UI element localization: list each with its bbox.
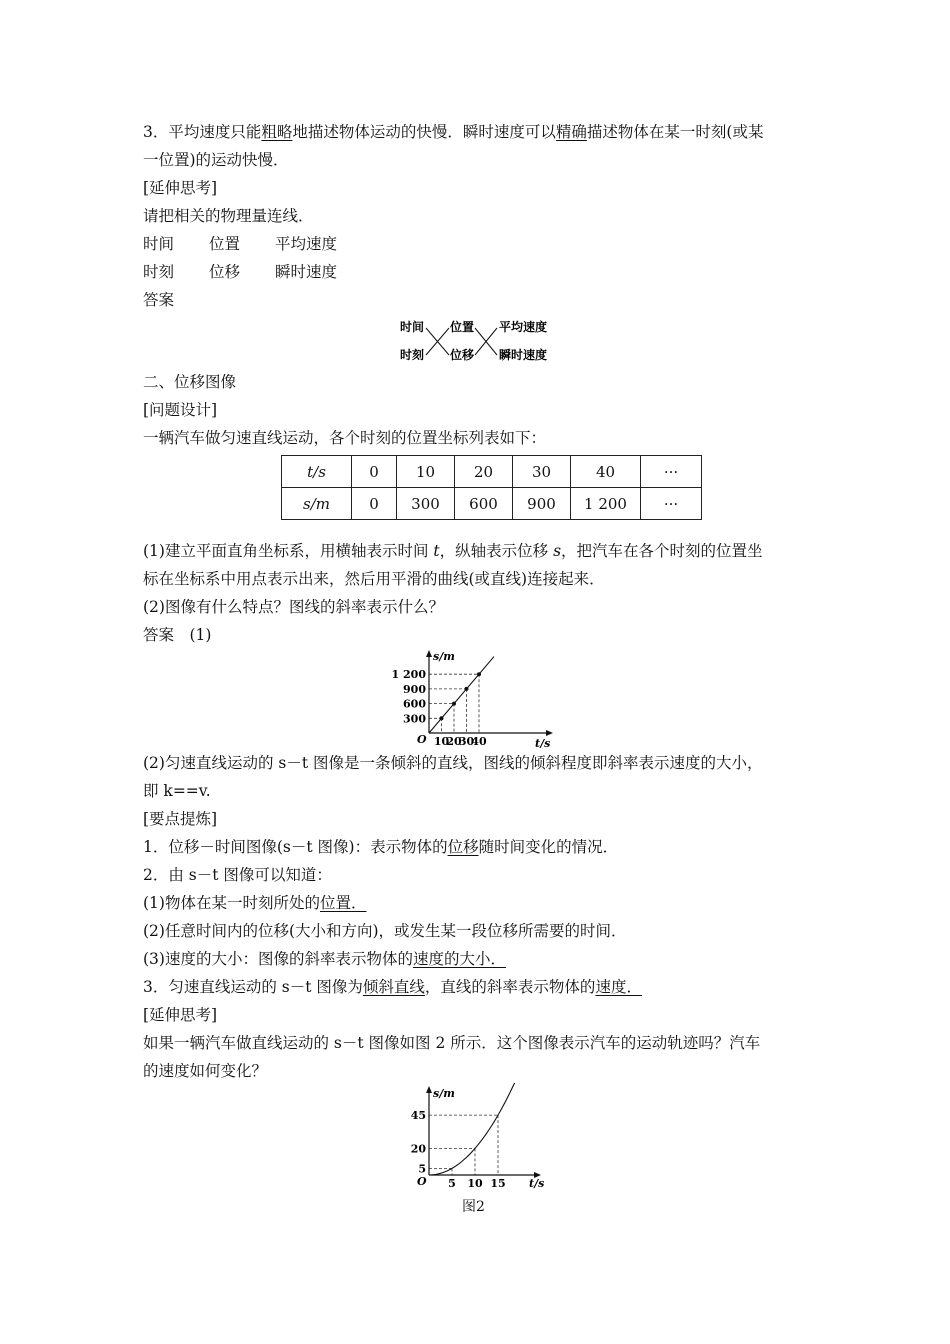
data-point bbox=[477, 672, 481, 676]
y-tick-label: 600 bbox=[403, 697, 426, 711]
answer-2-line1: (2)匀速直线运动的 s－t 图像是一条倾斜的直线，图线的倾斜程度即斜率表示速度的大小， bbox=[143, 754, 763, 772]
x-tick-label: 10 bbox=[467, 1177, 483, 1189]
x-tick-label: 5 bbox=[448, 1177, 456, 1189]
table-cell: 30 bbox=[513, 456, 571, 488]
key-point-1 bbox=[143, 836, 618, 858]
table-cell: 20 bbox=[455, 456, 513, 488]
data-point bbox=[440, 716, 444, 720]
question-1-line2: 标在坐标系中用点表示出来，然后用平滑的曲线(或直线)连接起来． bbox=[143, 570, 605, 588]
underlined-term: 倾斜直线 bbox=[362, 978, 425, 996]
key-point-2-1 bbox=[143, 892, 366, 914]
match-left-2: 时刻 bbox=[400, 348, 425, 362]
text: 3．匀速直线运动的 s－t 图像为 bbox=[143, 978, 363, 996]
extension-question-2-line2: 的速度如何变化？ bbox=[143, 1062, 268, 1080]
match-mid-1: 位置 bbox=[450, 320, 475, 334]
paragraph-3-line2: 一位置)的运动快慢． bbox=[143, 151, 289, 169]
text: 3．平均速度只能 bbox=[143, 123, 262, 141]
term: 平均速度 bbox=[275, 235, 338, 253]
paragraph-3-line1 bbox=[143, 121, 763, 143]
table-row bbox=[282, 488, 702, 520]
x-axis-label: t/s bbox=[535, 737, 551, 748]
series-marks bbox=[392, 657, 494, 748]
underlined-term: 速度的大小． bbox=[412, 950, 506, 968]
x-tick-label: 20 bbox=[446, 735, 462, 748]
match-mid-2: 位移 bbox=[450, 348, 475, 362]
design-intro: 一辆汽车做匀速直线运动，各个时刻的位置坐标列表如下： bbox=[143, 429, 547, 447]
section-heading: 二、位移图像 bbox=[143, 373, 237, 391]
x-tick-label: 10 bbox=[433, 735, 450, 748]
x-axis-arrow bbox=[546, 730, 553, 736]
data-point bbox=[465, 687, 469, 691]
y-tick-label: 1 200 bbox=[391, 668, 426, 682]
y-axis-arrow bbox=[426, 650, 432, 657]
question-2: (2)图像有什么特点？图线的斜率表示什么？ bbox=[143, 598, 444, 616]
answer-2-line2: 即 k==v. bbox=[143, 782, 211, 800]
key-point-2-3 bbox=[143, 948, 506, 970]
x-tick-label: 15 bbox=[490, 1177, 506, 1189]
answer-1-label: 答案 (1) bbox=[143, 626, 212, 644]
origin-label: O bbox=[417, 733, 427, 746]
text: (1)建立平面直角坐标系，用横轴表示时间 bbox=[143, 542, 434, 560]
x-axis-label: t/s bbox=[529, 1177, 545, 1189]
y-axis-label: s/m bbox=[433, 1087, 455, 1100]
table-cell: ··· bbox=[641, 488, 702, 520]
text: (3)速度的大小：图像的斜率表示物体的 bbox=[143, 950, 413, 968]
table-cell: 1 200 bbox=[571, 488, 641, 520]
math-var: t bbox=[433, 542, 440, 560]
text: (1)物体在某一时刻所处的 bbox=[143, 894, 320, 912]
term: 时刻 bbox=[143, 263, 175, 281]
y-axis-arrow bbox=[426, 1086, 432, 1093]
question-1-line1 bbox=[143, 540, 763, 562]
match-right-2: 瞬时速度 bbox=[499, 348, 548, 362]
term: 位移 bbox=[209, 263, 241, 281]
term-row-1 bbox=[143, 233, 337, 255]
text: 随时间变化的情况． bbox=[478, 838, 619, 856]
design-title: [问题设计] bbox=[143, 401, 218, 419]
key-point-3 bbox=[143, 976, 642, 998]
table-cell: 10 bbox=[397, 456, 455, 488]
key-points-title: [要点提炼] bbox=[143, 810, 218, 828]
position-table bbox=[281, 455, 702, 520]
table-cell: 300 bbox=[397, 488, 455, 520]
table-cell: 600 bbox=[455, 488, 513, 520]
underlined-term: 粗略 bbox=[261, 123, 293, 141]
chart-st-uniform bbox=[385, 648, 570, 748]
text: ，直线的斜率表示物体的 bbox=[424, 978, 596, 996]
text: 1．位移－时间图像(s－t 图像)：表示物体的 bbox=[143, 838, 448, 856]
origin-label: O bbox=[417, 1175, 427, 1188]
y-tick-label: 900 bbox=[403, 682, 426, 696]
text: 描述物体在某一时刻(或某 bbox=[586, 123, 764, 141]
underlined-term: 位移 bbox=[447, 838, 479, 856]
answer-label: 答案 bbox=[143, 291, 175, 309]
extension-question: 请把相关的物理量连线． bbox=[143, 207, 314, 225]
table-cell: 40 bbox=[571, 456, 641, 488]
table-cell: 0 bbox=[352, 488, 397, 520]
underlined-term: 精确 bbox=[555, 123, 587, 141]
term-row-2 bbox=[143, 261, 337, 283]
text: ，把汽车在各个时刻的位置坐 bbox=[561, 542, 763, 560]
y-tick-label: 20 bbox=[410, 1142, 426, 1156]
match-left-1: 时间 bbox=[400, 320, 425, 334]
table-header-cell: t/s bbox=[282, 456, 352, 488]
extension-title-2: [延伸思考] bbox=[143, 1006, 218, 1024]
y-axis-label: s/m bbox=[433, 650, 455, 663]
y-tick-label: 300 bbox=[403, 712, 426, 726]
table-row bbox=[282, 456, 702, 488]
underlined-term: 位置． bbox=[319, 894, 367, 912]
table-cell: 0 bbox=[352, 456, 397, 488]
match-right-1: 平均速度 bbox=[499, 320, 548, 334]
data-point bbox=[452, 702, 456, 706]
math-var: s bbox=[553, 542, 562, 560]
extension-title: [延伸思考] bbox=[143, 179, 218, 197]
figure-caption: 图2 bbox=[462, 1199, 485, 1215]
table-cell: ··· bbox=[641, 456, 702, 488]
x-tick-label: 40 bbox=[471, 735, 487, 748]
extension-question-2-line1: 如果一辆汽车做直线运动的 s－t 图像如图 2 所示．这个图像表示汽车的运动轨迹吗？汽车 bbox=[143, 1034, 761, 1052]
series-marks bbox=[411, 1083, 524, 1189]
table-cell: 900 bbox=[513, 488, 571, 520]
underlined-term: 速度． bbox=[595, 978, 642, 996]
key-point-2: 2．由 s－t 图像可以知道： bbox=[143, 866, 332, 884]
term: 瞬时速度 bbox=[275, 263, 338, 281]
text: ，纵轴表示位移 bbox=[439, 542, 554, 560]
term: 时间 bbox=[143, 235, 175, 253]
term: 位置 bbox=[209, 235, 241, 253]
series-line bbox=[429, 657, 494, 733]
table-header-cell: s/m bbox=[282, 488, 352, 520]
key-point-2-2: (2)任意时间内的位移(大小和方向)，或发生某一段位移所需要的时间． bbox=[143, 922, 627, 940]
x-tick-label: 30 bbox=[458, 735, 475, 748]
y-tick-label: 5 bbox=[418, 1162, 426, 1176]
guide-lines bbox=[429, 1115, 498, 1175]
chart-st-curve bbox=[395, 1083, 555, 1189]
matching-diagram bbox=[395, 314, 565, 368]
text: 地描述物体运动的快慢．瞬时速度可以 bbox=[292, 123, 556, 141]
y-tick-label: 45 bbox=[410, 1109, 426, 1123]
